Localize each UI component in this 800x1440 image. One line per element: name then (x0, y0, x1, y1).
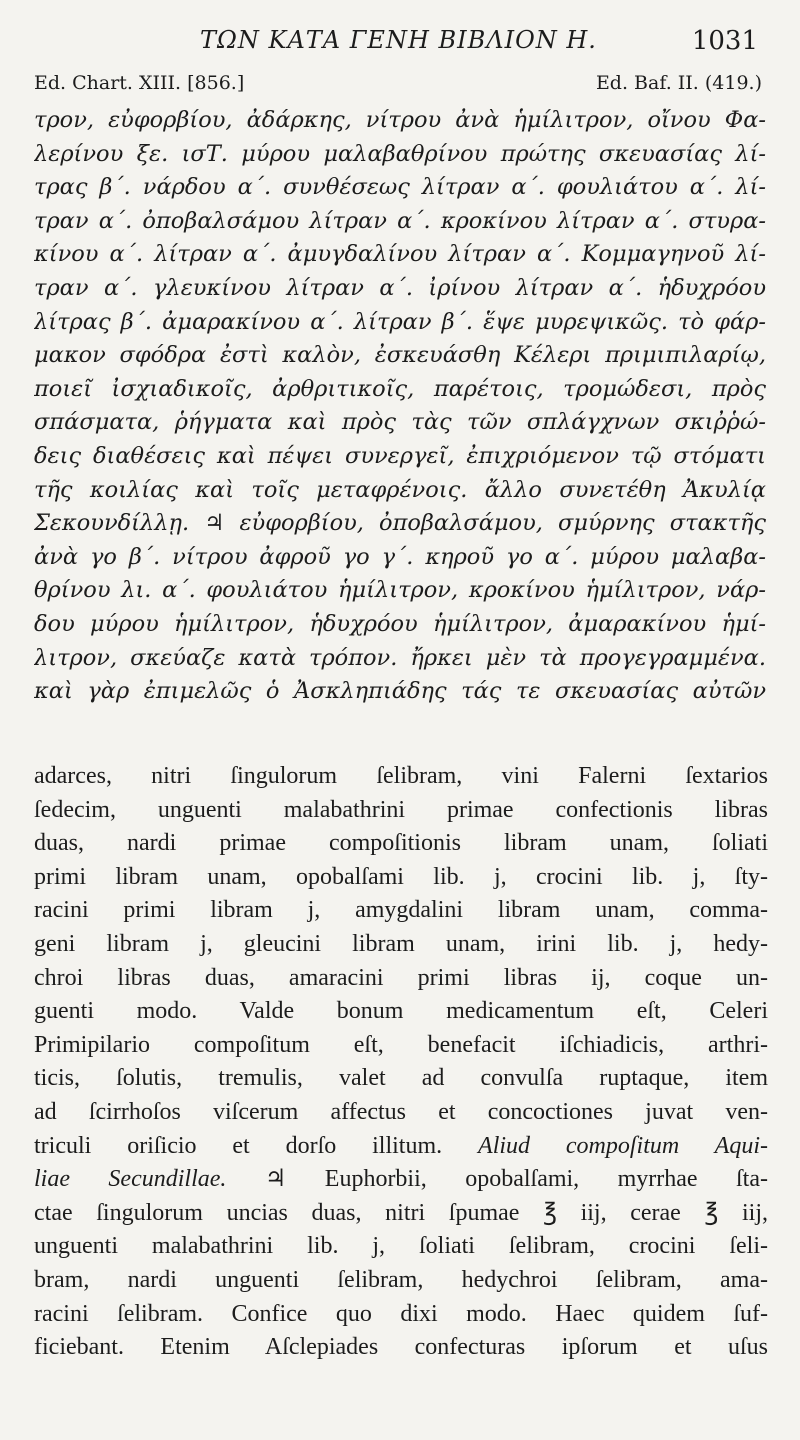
latin-text-segment: racini ſelibram. Confice quo dixi modo. Haec quidem ſuf- (34, 1300, 768, 1327)
latin-text-segment: ♃ Euphorbii, opobalſami, myrrhae ſta- (226, 1166, 768, 1193)
greek-text-line: σπάσματα, ῥήγματα καὶ πρὸς τὰς τῶν σπλάγχνων σκιῤῥώ- (34, 409, 766, 436)
greek-text-line: λιτρον, σκεύαζε κατὰ τρόπον. ἤρκει μὲν τὰ προγεγραμμένα. (34, 644, 766, 671)
edition-reference-basel: Ed. Baf. II. (419.) (595, 72, 762, 94)
latin-text-line (34, 1096, 768, 1130)
page-number: 1031 (691, 26, 758, 56)
latin-text-line (34, 1029, 768, 1063)
greek-text-line: τῆς κοιλίας καὶ τοῖς μεταφρένοις. ἄλλο συνετέθη Ἀκυλίᾳ (34, 476, 766, 503)
latin-text-line (34, 1331, 768, 1365)
latin-text-line (34, 794, 768, 828)
greek-text-line: θρίνου λι. α΄. φουλιάτου ἡμίλιτρον, κροκίνου ἡμίλιτρον, νάρ- (34, 577, 766, 604)
greek-text-line: τραν α΄. ὀποβαλσάμου λίτραν α΄. κροκίνου λίτραν α΄. στυρα- (34, 207, 766, 234)
latin-text-line (34, 760, 768, 794)
latin-text-segment: bram, nardi unguenti ſelibram, hedychroi ſelibram, ama- (34, 1266, 768, 1293)
greek-text-line: Σεκουνδίλλῃ. ♃ εὐφορβίου, ὀποβαλσάμου, σμύρνης στακτῆς (34, 510, 766, 537)
latin-text-segment: primi libram unam, opobalſami lib. j, crocini lib. j, ſty- (34, 863, 768, 890)
latin-text-line (34, 995, 768, 1029)
greek-text-block (34, 104, 766, 709)
greek-text-line: λερίνου ξε. ισΤ. μύρου μαλαβαθρίνου πρώτης σκευασίας λί- (34, 140, 766, 167)
latin-text-segment: ficiebant. Etenim Aſclepiades confecturas ipſorum et uſus (34, 1334, 768, 1361)
latin-text-segment: adarces, nitri ſingulorum ſelibram, vini Falerni ſextarios (34, 763, 768, 789)
latin-text-segment: ctae ſingulorum uncias duas, nitri ſpumae ℥ iij, cerae ℥ iij, (34, 1199, 768, 1226)
latin-text-block (34, 760, 768, 1365)
greek-text-line: λίτρας β΄. ἀμαρακίνου α΄. λίτραν β΄. ἕψε μυρεψικῶς. τὸ φάρ- (34, 308, 766, 335)
latin-text-line (34, 1197, 768, 1231)
edition-reference-chartier: Ed. Chart. XIII. [856.] (34, 72, 245, 94)
latin-italic-title: Aliud compoſitum Aqui- (478, 1132, 768, 1159)
latin-text-line (34, 1130, 768, 1164)
latin-text-segment: racini primi libram j, amygdalini libram unam, comma- (34, 897, 768, 924)
running-head: ΤΩΝ ΚΑΤΑ ΓΕΝΗ ΒΙΒΛΙΟΝ Η. (200, 26, 597, 54)
greek-text-line: καὶ γὰρ ἐπιμελῶς ὁ Ἀσκληπιάδης τάς τε σκευασίας αὐτῶν (34, 678, 766, 705)
latin-text-line (34, 1163, 768, 1197)
latin-text-line (34, 827, 768, 861)
latin-text-segment: Primipilario compoſitum eſt, benefacit iſchiadicis, arthri- (34, 1031, 768, 1058)
latin-text-segment: chroi libras duas, amaracini primi libras ij, coque un- (34, 964, 768, 991)
latin-italic-title: liae Secundillae. (34, 1166, 227, 1193)
latin-text-line (34, 1062, 768, 1096)
latin-text-segment: guenti modo. Valde bonum medicamentum eſt, Celeri (34, 998, 768, 1025)
latin-text-segment: ad ſcirrhoſos viſcerum affectus et concoctiones juvat ven- (34, 1098, 768, 1125)
greek-text-line: τραν α΄. γλευκίνου λίτραν α΄. ἰρίνου λίτραν α΄. ἡδυχρόου (34, 274, 766, 301)
greek-text-line: ἀνὰ γο β΄. νίτρου ἀφροῦ γο γ΄. κηροῦ γο α΄. μύρου μαλαβα- (34, 543, 766, 570)
greek-text-line: τρον, εὐφορβίου, ἀδάρκης, νίτρου ἀνὰ ἡμίλιτρον, οἴνου Φα- (34, 107, 766, 133)
latin-text-line (34, 1264, 768, 1298)
latin-text-segment: ſedecim, unguenti malabathrini primae confectionis libras (34, 796, 768, 823)
greek-text-line: τρας β΄. νάρδου α΄. συνθέσεως λίτραν α΄. φουλιάτου α΄. λί- (34, 174, 766, 201)
greek-text-line: ποιεῖ ἰσχιαδικοῖς, ἀρθριτικοῖς, παρέτοις, τρομώδεσι, πρὸς (34, 375, 766, 402)
latin-text-segment: ticis, ſolutis, tremulis, valet ad convulſa ruptaque, item (34, 1065, 768, 1092)
latin-text-line (34, 1230, 768, 1264)
latin-text-segment: unguenti malabathrini lib. j, ſoliati ſelibram, crocini ſeli- (34, 1233, 768, 1260)
latin-text-segment: duas, nardi primae compoſitionis libram unam, ſoliati (34, 830, 768, 857)
greek-text-line: μακον σφόδρα ἐστὶ καλὸν, ἐσκευάσθη Κέλερι πριμιπιλαρίῳ, (34, 342, 766, 369)
latin-text-segment: geni libram j, gleucini libram unam, irini lib. j, hedy- (34, 930, 768, 957)
latin-text-line (34, 928, 768, 962)
latin-text-line (34, 861, 768, 895)
latin-text-line (34, 894, 768, 928)
latin-text-line (34, 962, 768, 996)
latin-text-line (34, 1298, 768, 1332)
latin-text-segment: triculi oriſicio et dorſo illitum. (34, 1132, 479, 1159)
greek-text-line: κίνου α΄. λίτραν α΄. ἀμυγδαλίνου λίτραν α΄. Κομμαγηνοῦ λί- (34, 241, 766, 268)
greek-text-line: δεις διαθέσεις καὶ πέψει συνεργεῖ, ἐπιχριόμενον τῷ στόματι (34, 442, 766, 469)
greek-text-line: δου μύρου ἡμίλιτρον, ἡδυχρόου ἡμίλιτρον, ἀμαρακίνου ἡμί- (34, 610, 766, 637)
